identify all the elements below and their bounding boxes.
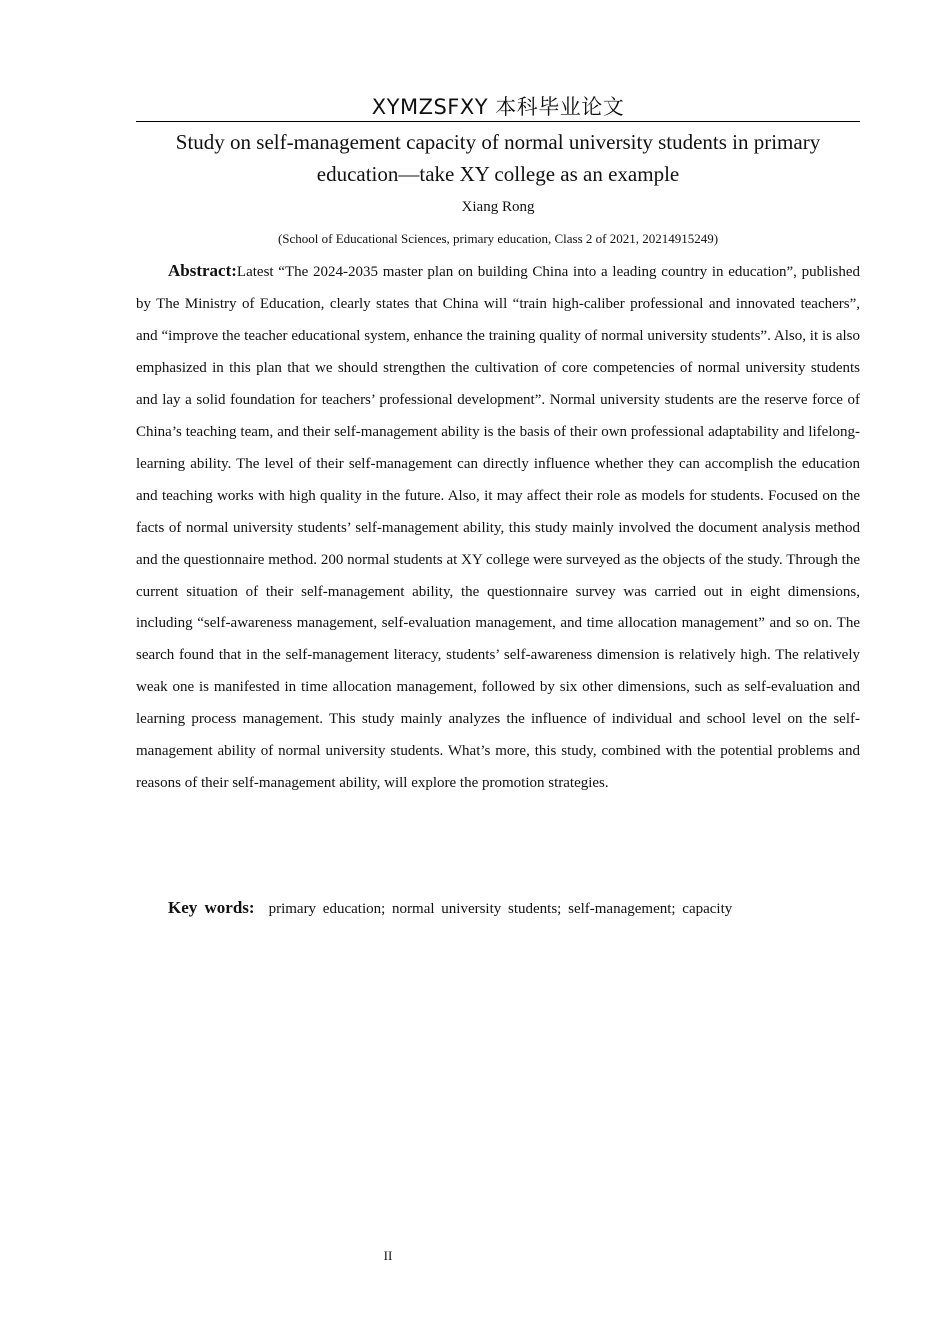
author-affiliation: (School of Educational Sciences, primary education, Class 2 of 2021, 20214915249) xyxy=(277,231,719,246)
running-header: XYMZSFXY 本科毕业论文 xyxy=(371,95,625,119)
abstract-paragraph xyxy=(136,255,860,800)
keywords-line xyxy=(168,894,860,923)
keywords-text: primary education; normal university students; self-management; capacity xyxy=(268,901,733,917)
abstract-text: Latest “The 2024-2035 master plan on building China into a leading country in education”, published by The Ministry of Education, clearly states that China will “train high-caliber professional and innovated teachers”, and “improve the teacher educational system, enhance the training quality of normal university students”. Also, it is also emphasized in this plan that we should strengthen the cultivation of core competencies of normal university students and lay a solid foundation for teachers’ professional development”. Normal university students are the reserve force of China’s teaching team, and their self-management ability is the basis of their own professional adaptability and lifelong-learning ability. The level of their self-management can directly influence whether they can accomplish the education and teaching works with high quality in the future. Also, it may affect their role as models for students. Focused on the facts of normal university students’ self-management ability, this study mainly involved the document analysis method and the questionnaire method. 200 normal students at XY college were surveyed as the objects of the study. Through the current situation of their self-management ability, the questionnaire survey was carried out in eight dimensions, including “self-awareness management, self-evaluation management, and time allocation management” and so on. The search found that in the self-management literacy, students’ self-awareness dimension is relatively high. The relatively weak one is manifested in time allocation management, followed by six other dimensions, such as self-evaluation and learning process management. This study mainly analyzes the influence of individual and school level on the self-management ability of normal university students. What’s more, this study, combined with the potential problems and reasons of their self-management ability, will explore the promotion strategies. xyxy=(136,264,860,792)
abstract-label: Abstract: xyxy=(168,261,237,280)
author-name: Xiang Rong xyxy=(461,199,535,215)
paper-title: Study on self-management capacity of normal university students in primary education—take XY college as an example xyxy=(175,130,821,186)
keywords-label: Key words: xyxy=(168,898,255,917)
page-number: II xyxy=(383,1248,393,1263)
header-rule xyxy=(136,121,860,122)
